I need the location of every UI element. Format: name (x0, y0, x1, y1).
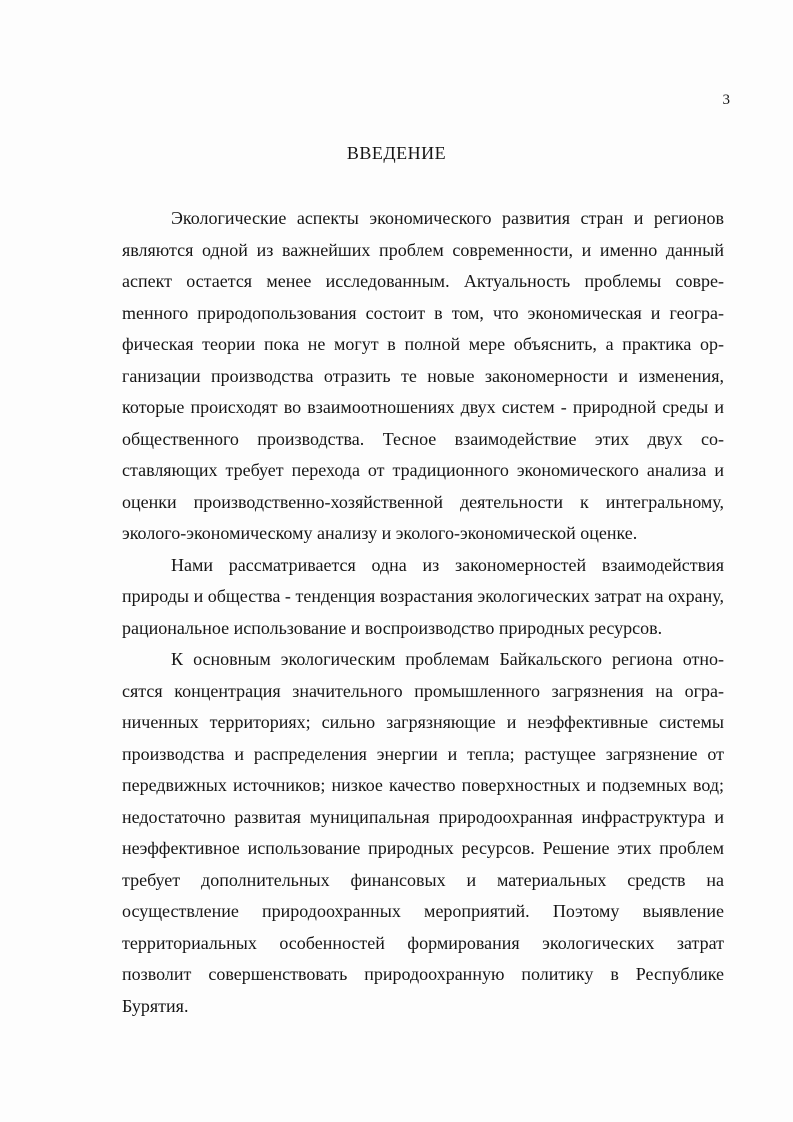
section-title: ВВЕДЕНИЕ (346, 143, 447, 163)
body-text (122, 203, 724, 1022)
paragraph-3: К основным экологическим проблемам Байкальского региона относятся концентрация значительного промышленного загрязнения на ограниченных территориях; сильно загрязняющие и неэффективные системы производства и распределения энергии и тепла; растущее загрязнение от передвижных источников; низкое качество поверхностных и подземных вод; недостаточно развитая муниципальная природоохранная инфраструктура и неэффективное использование природных ресурсов. Решение этих проблем требует дополнительных финансовых и материальных средств на осуществление природоохранных мероприятий. Поэтому выявление территориальных особенностей формирования экологических затрат позволит совершенствовать природоохранную политику в Республике Бурятия. (122, 649, 724, 1016)
paragraph-1: Экологические аспекты экономического развития стран и регионов являются одной из важнейших проблем современности, и именно данный аспект остается менее исследованным. Актуальность проблемы совреmенного природопользования состоит в том, что экономическая и географическая теории пока не могут в полной мере объяснить, а практика организации производства отразить те новые закономерности и изменения, которые происходят во взаимоотношениях двух систем - природной среды и общественного производства. Тесное взаимодействие этих двух составляющих требует перехода от традиционного экономического анализа и оценки производственно-хозяйственной деятельности к интегральному, эколого-экономическому анализу и эколого-экономической оценке. (122, 208, 724, 543)
paragraph-2: Нами рассматривается одна из закономерностей взаимодействия природы и общества - тенденция возрастания экологических затрат на охрану, рациональное использование и воспроизводство природных ресурсов. (122, 554, 724, 638)
page-number: 3 (722, 92, 730, 108)
